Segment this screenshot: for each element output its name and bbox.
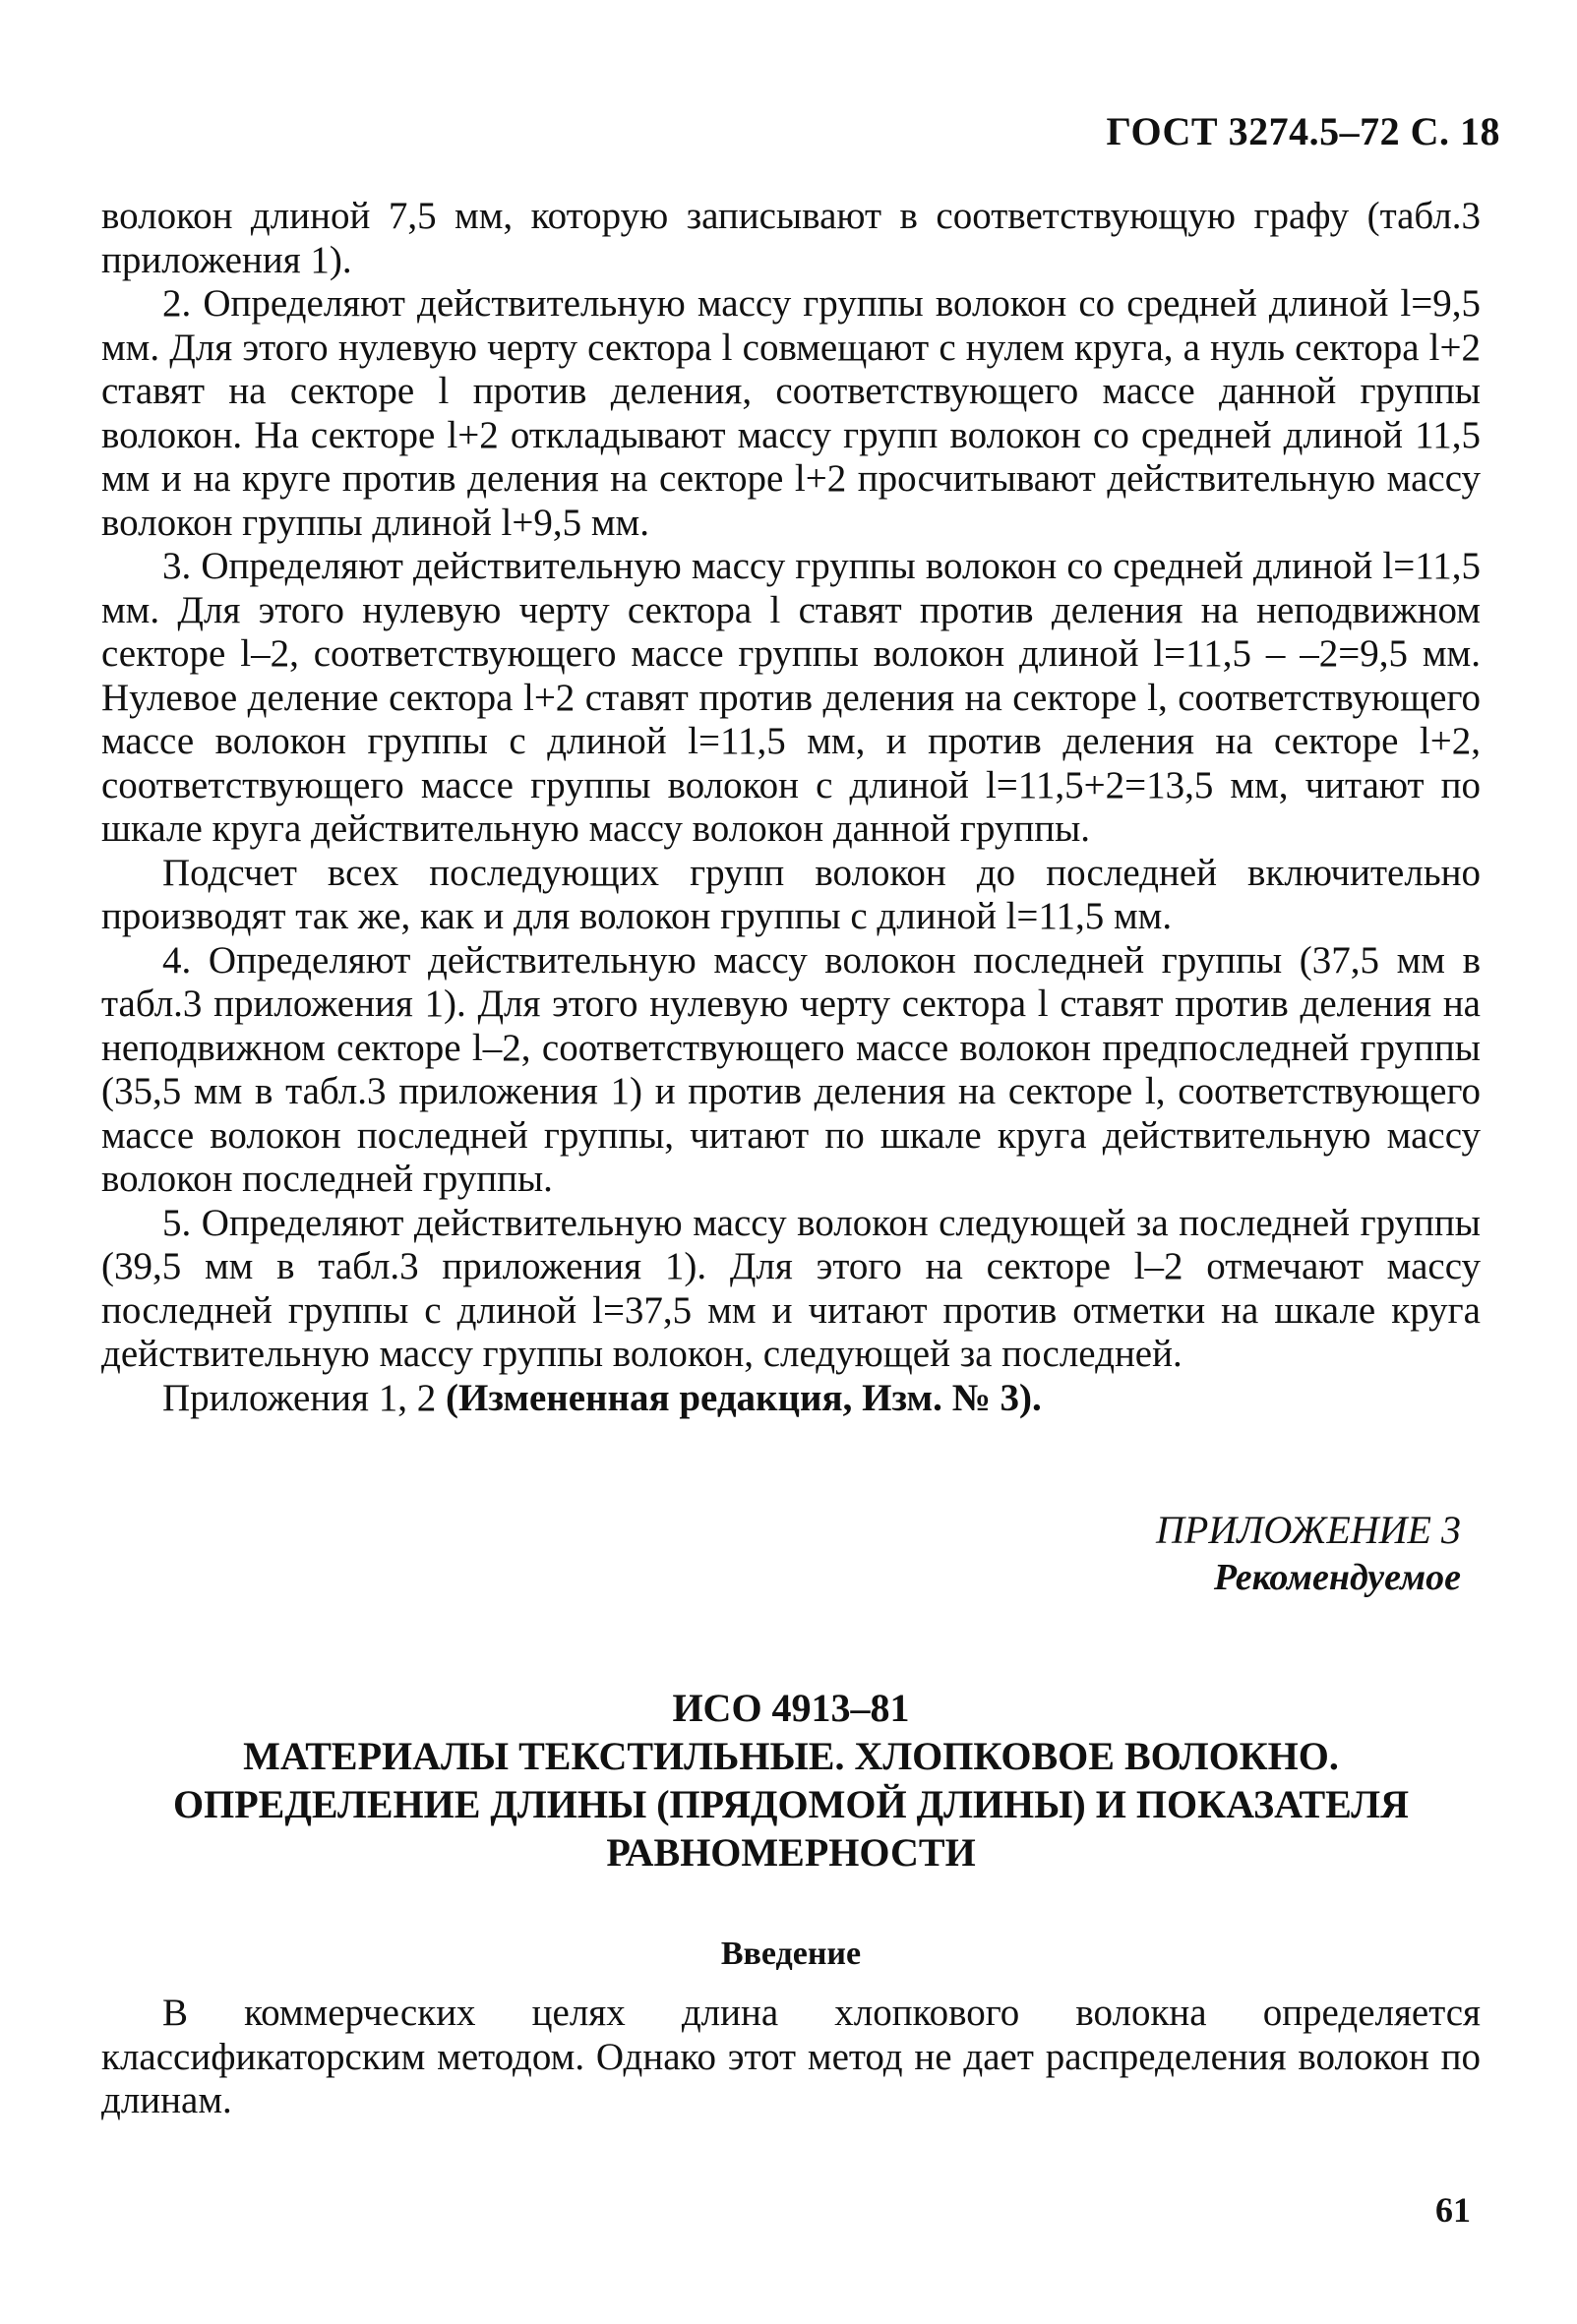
paragraph-item-4: 4. Определяют действительную массу волокон последней группы (37,5 мм в табл.3 приложения 1). Для этого нулевую черту сектора l ставят против деления на неподвижном секторе l–2, соответствующего массе волокон предпоследней группы (35,5 мм в табл.3 приложения 1) и против деления на секторе l, соответствующего массе волокон последней группы, читают по шкале круга действительную массу волокон последней группы.: [101, 938, 1481, 1200]
page-number: 61: [1435, 2190, 1471, 2230]
section-heading-introduction: Введение: [720, 1936, 862, 1972]
introduction-paragraph: В коммерческих целях длина хлопкового волокна определяется классификаторским методом. Однако этот метод не дает распределения волокон по длинам.: [101, 1992, 1481, 2121]
main-text: [101, 195, 1481, 1420]
title-line-3: РАВНОМЕРНОСТИ: [606, 1830, 976, 1875]
appendix-label: [1156, 1507, 1461, 1601]
title-line-1: МАТЕРИАЛЫ ТЕКСТИЛЬНЫЕ. ХЛОПКОВОЕ ВОЛОКНО.: [243, 1734, 1339, 1778]
paragraph-subsequent-groups: Подсчет всех последующих групп волокон до последней включительно производят так же, как и для волокон группы с длиной l=11,5 мм.: [101, 851, 1481, 937]
amendment-note: [101, 1377, 1481, 1421]
amendment-prefix: Приложения 1, 2: [162, 1376, 446, 1419]
amendment-reference: (Измененная редакция, Изм. № 3).: [445, 1376, 1042, 1419]
appendix-number: ПРИЛОЖЕНИЕ 3: [1156, 1508, 1461, 1552]
appendix-status: Рекомендуемое: [1213, 1557, 1461, 1598]
title-line-2: ОПРЕДЕЛЕНИЕ ДЛИНЫ (ПРЯДОМОЙ ДЛИНЫ) И ПОКАЗАТЕЛЯ: [173, 1782, 1409, 1826]
page-header: ГОСТ 3274.5–72 С. 18: [1106, 109, 1500, 153]
paragraph-item-5: 5. Определяют действительную массу волокон следующей за последней группы (39,5 мм в табл.3 приложения 1). Для этого на секторе l–2 отмечают массу последней группы с длиной l=37,5 мм и читают против отметки на шкале круга действительную массу группы волокон, следующей за последней.: [101, 1201, 1481, 1375]
standard-number: ИСО 4913–81: [672, 1686, 910, 1730]
paragraph-item-2: 2. Определяют действительную массу группы волокон со средней длиной l=9,5 мм. Для этого нулевую черту сектора l совмещают с нулем круга, а нуль сектора l+2 ставят на секторе l против деления, соответствующего массе данной группы волокон. На секторе l+2 откладывают массу групп волокон со средней длиной 11,5 мм и на круге против деления на секторе l+2 просчитывают действительную массу волокон группы длиной l+9,5 мм.: [101, 282, 1481, 544]
paragraph-continuation: волокон длиной 7,5 мм, которую записывают в соответствующую графу (табл.3 приложения 1).: [101, 195, 1481, 281]
paragraph-item-3: 3. Определяют действительную массу группы волокон со средней длиной l=11,5 мм. Для этого нулевую черту сектора l ставят против деления на неподвижном секторе l–2, соответствующего массе группы волокон длиной l=11,5 – –2=9,5 мм. Нулевое деление сектора l+2 ставят против деления на секторе l, соответствующего массе волокон группы с длиной l=11,5 мм, и против деления на секторе l+2, соответствующего массе группы волокон с длиной l=11,5+2=13,5 мм, читают по шкале круга действительную массу волокон данной группы.: [101, 545, 1481, 850]
appendix-title: [101, 1684, 1481, 1877]
